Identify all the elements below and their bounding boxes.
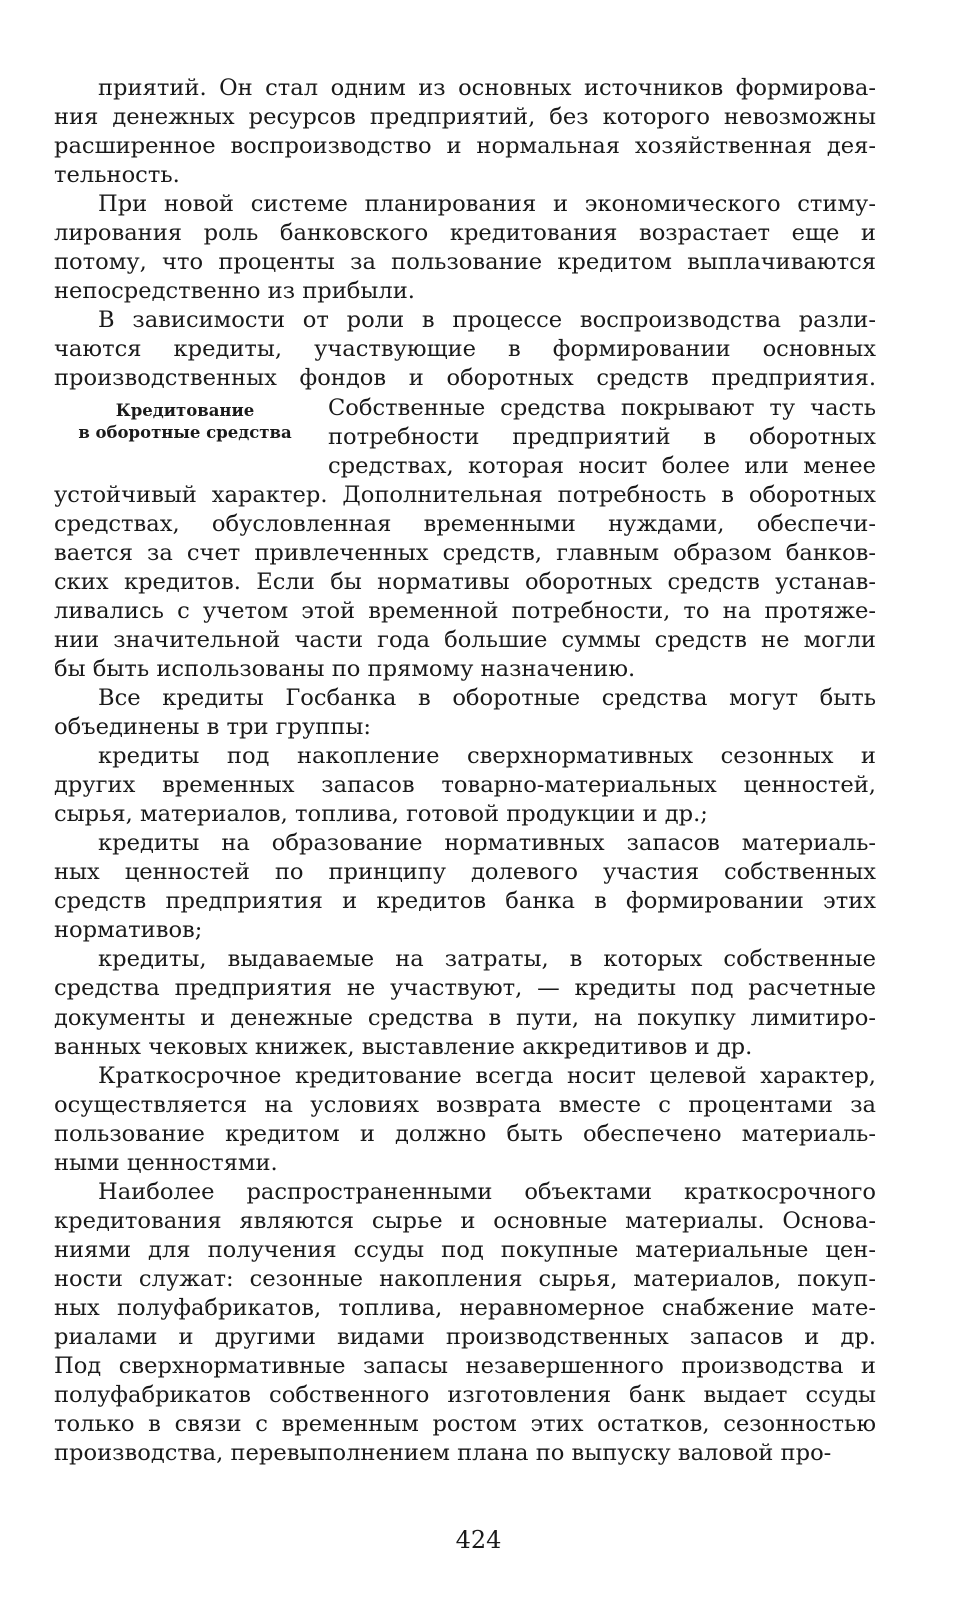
text-line: расширенное воспроизводство и нормальная хозяйственная дея- (54, 133, 876, 160)
text-line: Краткосрочное кредитование всегда носит целевой характер, (98, 1062, 876, 1089)
text-line: полуфабрикатов собственного изготовления банк выдает ссуды (54, 1382, 876, 1409)
text-line: риалами и другими видами производственных запасов и др. (54, 1324, 876, 1351)
text-line: производственных фондов и оборотных средств предприятия. (54, 365, 876, 392)
text-line: ванных чековых книжек, выставление аккредитивов и др. (54, 1033, 753, 1060)
paragraph (54, 1062, 876, 1178)
text-line: лирования роль банковского кредитования возрастает еще и (54, 220, 876, 247)
text-line: Под сверхнормативные запасы незавершенного производства и (54, 1353, 876, 1380)
text-line: Все кредиты Госбанка в оборотные средства могут быть (98, 684, 876, 711)
text-line: средствах, обусловленная временными нуждами, обеспечи- (54, 510, 876, 537)
text-line: других временных запасов товарно-материальных ценностей, (54, 772, 876, 799)
text-line: В зависимости от роли в процессе воспроизводства разли- (98, 307, 876, 334)
text-line: ных ценностей по принципу долевого участия собственных (54, 859, 876, 886)
side-heading-line-2: в оборотные средства (78, 422, 292, 442)
text-line: кредитования являются сырье и основные материалы. Основа- (54, 1207, 876, 1234)
text-line: нормативов; (54, 917, 203, 944)
text-line: документы и денежные средства в пути, на покупку лимитиро- (54, 1004, 876, 1031)
text-line: ских кредитов. Если бы нормативы оборотных средств устанав- (54, 568, 876, 595)
paragraph (54, 945, 876, 1061)
side-text-line: потребности предприятий в оборотных (328, 423, 876, 450)
text-line: кредиты, выдаваемые на затраты, в которых собственные (98, 946, 876, 973)
text-line: При новой системе планирования и экономического стиму- (98, 191, 876, 218)
text-line: ными ценностями. (54, 1149, 278, 1176)
text-line: чаются кредиты, участвующие в формировании основных (54, 336, 876, 363)
side-text-line: Собственные средства покрывают ту часть (328, 394, 876, 421)
text-line: только в связи с временным ростом этих остатков, сезонностью (54, 1411, 876, 1438)
text-line: ниями для получения ссуды под покупные материальные цен- (54, 1236, 876, 1263)
text-line: ности служат: сезонные накопления сырья, материалов, покуп- (54, 1265, 876, 1292)
text-line: ливались с учетом этой временной потребности, то на протяже- (54, 597, 876, 624)
side-text-line: средствах, которая носит более или менее (328, 452, 876, 479)
text-line: объединены в три группы: (54, 714, 371, 741)
text-line: ных полуфабрикатов, топлива, неравномерное снабжение мате- (54, 1294, 876, 1321)
side-heading-line-1: Кредитование (115, 400, 255, 420)
text-line: пользование кредитом и должно быть обеспечено материаль- (54, 1120, 876, 1147)
text-line: нии значительной части года большие суммы средств не могли (54, 626, 876, 653)
paragraph (54, 190, 876, 306)
side-heading-block (54, 394, 876, 481)
text-line: производства, перевыполнением плана по выпуску валовой про- (54, 1440, 832, 1467)
paragraph (54, 1178, 876, 1468)
text-line: приятий. Он стал одним из основных источников формирова- (98, 75, 876, 101)
text-line: ния денежных ресурсов предприятий, без которого невозможны (54, 104, 876, 131)
text-line: бы быть использованы по прямому назначению. (54, 655, 636, 682)
text-block-before (54, 74, 876, 394)
text-line: сырья, материалов, топлива, готовой продукции и др.; (54, 801, 708, 828)
paragraph (54, 481, 876, 684)
paragraph (54, 74, 876, 190)
page-number: 424 (455, 1526, 502, 1554)
paragraph (54, 742, 876, 829)
text-line: средства предприятия не участвуют, — кредиты под расчетные (54, 975, 876, 1002)
side-heading (54, 400, 316, 444)
text-block-after (54, 481, 876, 1469)
text-line: Наиболее распространенными объектами краткосрочного (98, 1178, 876, 1205)
paragraph (54, 829, 876, 945)
text-line: осуществляется на условиях возврата вместе с процентами за (54, 1091, 876, 1118)
text-line: потому, что проценты за пользование кредитом выплачиваются (54, 249, 876, 276)
page-body (54, 74, 876, 1468)
paragraph (54, 684, 876, 742)
text-line: непосредственно из прибыли. (54, 278, 415, 305)
text-line: кредиты на образование нормативных запасов материаль- (98, 830, 876, 857)
text-line: средств предприятия и кредитов банка в формировании этих (54, 888, 876, 915)
text-line: вается за счет привлеченных средств, главным образом банков- (54, 539, 876, 566)
text-line: тельность. (54, 162, 180, 189)
text-line: кредиты под накопление сверхнормативных сезонных и (98, 743, 876, 770)
text-line: устойчивый характер. Дополнительная потребность в оборотных (54, 481, 876, 508)
paragraph (54, 306, 876, 393)
